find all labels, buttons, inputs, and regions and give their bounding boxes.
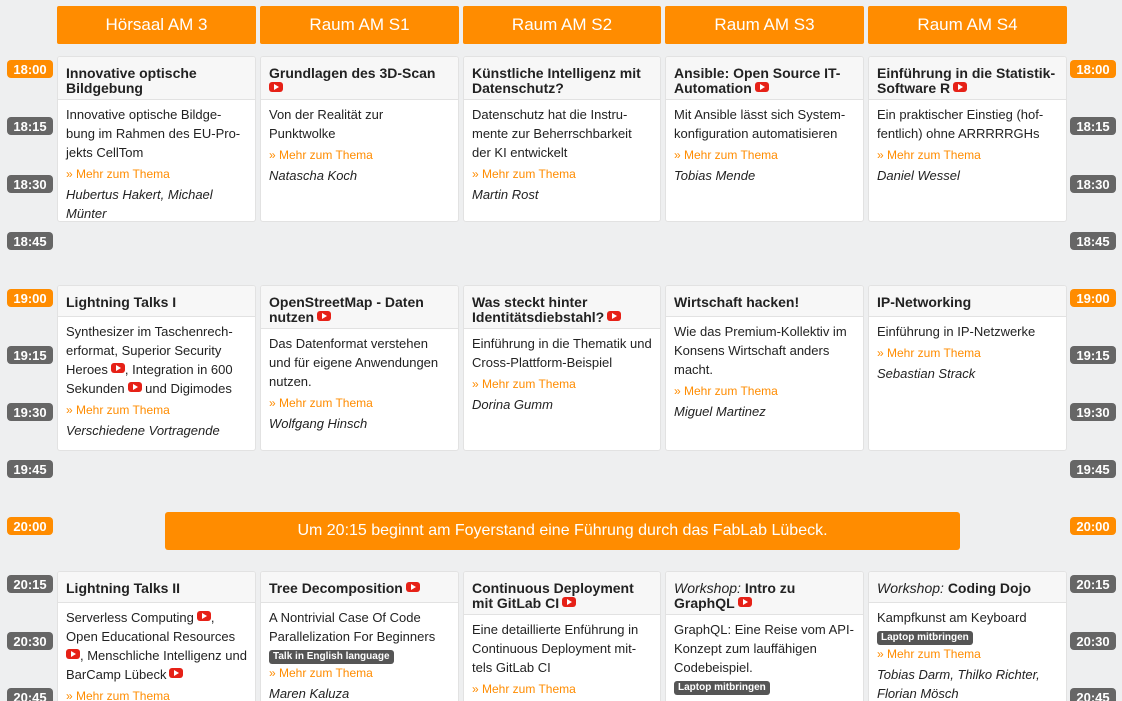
session-title: Tree Decomposition [269,580,403,596]
session-title: Wirtschaft hacken! [674,294,800,310]
more-link[interactable]: » Mehr zum Thema [269,396,373,410]
session-card[interactable] [665,571,864,701]
time-label: 20:45 [1070,688,1116,701]
time-label: 19:00 [1070,289,1116,307]
session-card[interactable] [868,56,1067,222]
session-description: Einführung in die Thematik und Cross-Plattform-Beispiel [472,336,652,370]
session-card[interactable] [260,285,459,451]
time-label: 19:45 [1070,460,1116,478]
session-tag: Workshop: [674,580,741,596]
session-title: OpenStreetMap - Daten nutzen [269,294,424,325]
session-title: IP-Networking [877,294,972,310]
session-card[interactable] [57,571,256,701]
youtube-icon[interactable] [128,382,142,392]
room-header-s4: Raum AM S4 [868,6,1067,44]
time-label: 20:15 [1070,575,1116,593]
time-label: 19:00 [7,289,53,307]
session-card[interactable] [57,285,256,451]
session-title: Intro zu GraphQL [674,580,796,611]
session-speaker: Tobias Darm, Thilko Richter, Florian Mösch [877,667,1040,701]
session-description: Innovative optische Bildge-bung im Rahmen des EU-Pro-jekts CellTom [66,107,241,160]
session-speaker: Verschiedene Vortragende [66,423,220,438]
session-card[interactable] [463,571,661,701]
time-label: 18:15 [7,117,53,135]
time-label: 20:30 [1070,632,1116,650]
session-card[interactable] [868,571,1067,701]
time-label: 19:30 [7,403,53,421]
fablab-tour-banner: Um 20:15 beginnt am Foyerstand eine Führung durch das FabLab Lübeck. [165,512,960,550]
room-header-s1: Raum AM S1 [260,6,459,44]
more-link[interactable]: » Mehr zum Thema [472,167,576,181]
session-title: Grundlagen des 3D-Scan [269,65,436,81]
session-card[interactable] [57,56,256,222]
session-description: A Nontrivial Case Of Code Parallelization For Beginners [269,610,436,644]
session-description: Eine detaillierte Enführung in Continuous Deployment mit-tels GitLab CI [472,622,639,675]
more-link[interactable]: » Mehr zum Thema [269,148,373,162]
time-label: 20:15 [7,575,53,593]
time-label: 18:45 [7,232,53,250]
time-label: 19:15 [7,346,53,364]
more-link[interactable]: » Mehr zum Thema [877,346,981,360]
session-card[interactable] [260,571,459,701]
youtube-icon[interactable] [738,597,752,607]
session-card[interactable] [260,56,459,222]
session-card[interactable] [463,56,661,222]
more-link[interactable]: » Mehr zum Thema [66,403,170,417]
session-description: Kampfkunst am Keyboard [877,610,1027,625]
youtube-icon[interactable] [169,668,183,678]
session-speaker: Martin Rost [472,187,539,202]
session-title: Coding Dojo [947,580,1032,596]
room-header-am3: Hörsaal AM 3 [57,6,256,44]
room-header-s2: Raum AM S2 [463,6,661,44]
more-link[interactable]: » Mehr zum Thema [674,148,778,162]
session-speaker: Miguel Martinez [674,404,766,419]
session-description: Datenschutz hat die Instru-mente zur Beherrschbarkeit der KI entwickelt [472,107,632,160]
youtube-icon[interactable] [269,82,283,92]
time-label: 19:15 [1070,346,1116,364]
time-label: 19:45 [7,460,53,478]
time-label: 20:00 [7,517,53,535]
time-label: 18:00 [1070,60,1116,78]
session-description: GraphQL: Eine Reise vom API-Konzept zum lauffähigen Codebeispiel. [674,622,854,675]
time-label: 18:45 [1070,232,1116,250]
session-description: Ein praktischer Einstieg (hof-fentlich) ohne ARRRRRGHs [877,107,1044,141]
youtube-icon[interactable] [66,649,80,659]
more-link[interactable]: » Mehr zum Thema [472,377,576,391]
session-description: Einführung in IP-Netzwerke [877,324,1036,339]
session-title: Was steckt hinter Identitätsdiebstahl? [472,294,605,325]
session-speaker: Hubertus Hakert, Michael Münter [66,187,213,221]
session-speaker: Daniel Wessel [877,168,960,183]
session-tag: Workshop: [877,580,944,596]
session-title: Lightning Talks II [66,580,181,596]
session-card[interactable] [868,285,1067,451]
session-description: Serverless Computing , Open Educational Resources, Menschliche Intelligenz und BarCamp Lübeck [66,610,247,682]
youtube-icon[interactable] [562,597,576,607]
time-label: 18:15 [1070,117,1116,135]
session-description: Synthesizer im Taschenrech-erformat, Superior Security Heroes , Integration in 600 Sekunden und Digimodes [66,324,233,396]
session-description: Von der Realität zur Punktwolke [269,107,384,141]
session-speaker: Natascha Koch [269,168,358,183]
session-card[interactable] [665,56,864,222]
session-speaker: Wolfgang Hinsch [269,416,368,431]
laptop-badge: Laptop mitbringen [674,681,770,695]
youtube-icon[interactable] [111,363,125,373]
youtube-icon[interactable] [406,582,420,592]
more-link[interactable]: » Mehr zum Thema [674,384,778,398]
youtube-icon[interactable] [607,311,621,321]
time-label: 20:45 [7,688,53,701]
youtube-icon[interactable] [317,311,331,321]
session-title: Künstliche Intelligenz mit Datenschutz? [472,65,641,96]
room-header-s3: Raum AM S3 [665,6,864,44]
more-link[interactable]: » Mehr zum Thema [877,148,981,162]
session-title: Lightning Talks I [66,294,177,310]
more-link[interactable]: » Mehr zum Thema [66,167,170,181]
youtube-icon[interactable] [755,82,769,92]
time-label: 18:30 [7,175,53,193]
session-title: Innovative optische Bildgebung [66,65,197,96]
time-label: 19:30 [1070,403,1116,421]
session-description: Mit Ansible lässt sich System-konfiguration automatisieren [674,107,846,141]
time-label: 20:00 [1070,517,1116,535]
session-description: Wie das Premium-Kollektiv im Konsens Wirtschaft anders macht. [674,324,847,377]
session-description: Das Datenformat verstehen und für eigene Anwendungen nutzen. [269,336,439,389]
more-link[interactable]: » Mehr zum Thema [472,682,576,696]
session-title: Einführung in die Statistik-Software R [877,65,1056,96]
time-label: 18:30 [1070,175,1116,193]
youtube-icon[interactable] [953,82,967,92]
session-title: Ansible: Open Source IT-Automation [674,65,841,96]
time-label: 20:30 [7,632,53,650]
session-card[interactable] [665,285,864,451]
laptop-badge: Laptop mitbringen [877,631,973,645]
youtube-icon[interactable] [197,611,211,621]
session-speaker: Tobias Mende [674,168,756,183]
session-card[interactable] [463,285,661,451]
session-speaker: Maren Kaluza [269,686,350,701]
more-link[interactable]: » Mehr zum Thema [877,647,981,661]
more-link[interactable]: » Mehr zum Thema [269,666,373,680]
session-title: Continuous Deployment mit GitLab CI [472,580,634,611]
language-badge: Talk in English language [269,650,394,664]
time-label: 18:00 [7,60,53,78]
session-speaker: Sebastian Strack [877,366,976,381]
session-speaker: Dorina Gumm [472,397,553,412]
more-link[interactable]: » Mehr zum Thema [66,689,170,701]
